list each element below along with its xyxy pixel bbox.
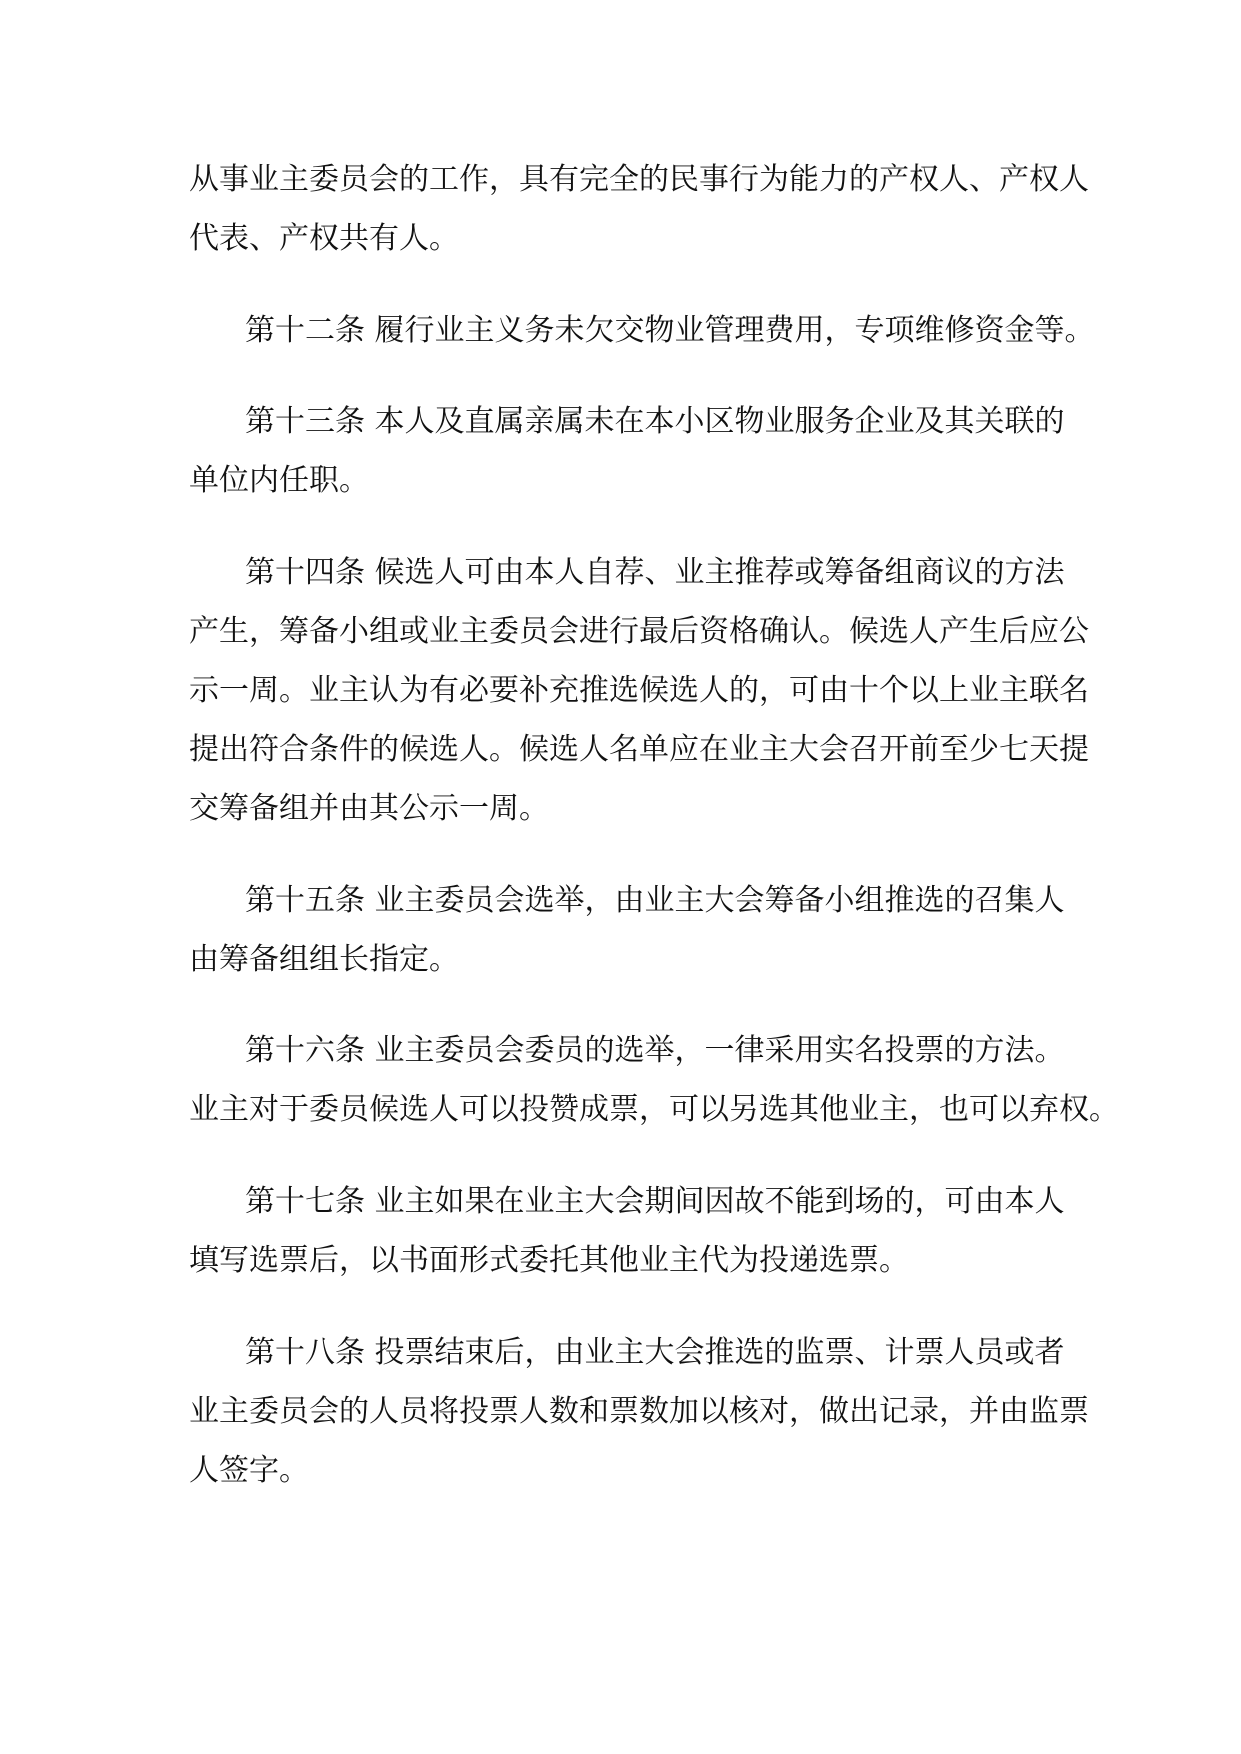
text-line: 业主委员会的人员将投票人数和票数加以核对，做出记录，并由监票 bbox=[189, 1394, 1089, 1429]
article-17: 第十七条 业主如果在业主大会期间因故不能到场的，可由本人 bbox=[245, 1184, 1065, 1219]
article-16: 第十六条 业主委员会委员的选举，一律采用实名投票的方法。 bbox=[245, 1033, 1065, 1068]
article-18: 第十八条 投票结束后，由业主大会推选的监票、计票人员或者 bbox=[245, 1335, 1065, 1370]
article-14: 第十四条 候选人可由本人自荐、业主推荐或筹备组商议的方法 bbox=[245, 555, 1065, 590]
article-13: 第十三条 本人及直属亲属未在本小区物业服务企业及其关联的 bbox=[245, 404, 1065, 439]
text-line: 单位内任职。 bbox=[189, 463, 369, 498]
text-line: 交筹备组并由其公示一周。 bbox=[189, 791, 549, 826]
text-line: 从事业主委员会的工作，具有完全的民事行为能力的产权人、产权人 bbox=[189, 162, 1089, 197]
article-12: 第十二条 履行业主义务未欠交物业管理费用，专项维修资金等。 bbox=[245, 313, 1095, 348]
text-line: 产生，筹备小组或业主委员会进行最后资格确认。候选人产生后应公 bbox=[189, 614, 1089, 649]
text-line: 人签字。 bbox=[189, 1453, 309, 1488]
text-line: 示一周。业主认为有必要补充推选候选人的，可由十个以上业主联名 bbox=[189, 673, 1089, 708]
text-line: 填写选票后，以书面形式委托其他业主代为投递选票。 bbox=[189, 1243, 909, 1278]
text-line: 提出符合条件的候选人。候选人名单应在业主大会召开前至少七天提 bbox=[189, 732, 1089, 767]
article-15: 第十五条 业主委员会选举，由业主大会筹备小组推选的召集人 bbox=[245, 883, 1065, 918]
text-line: 代表、产权共有人。 bbox=[189, 221, 459, 256]
text-line: 业主对于委员候选人可以投赞成票，可以另选其他业主，也可以弃权。 bbox=[189, 1092, 1119, 1127]
text-line: 由筹备组组长指定。 bbox=[189, 942, 459, 977]
